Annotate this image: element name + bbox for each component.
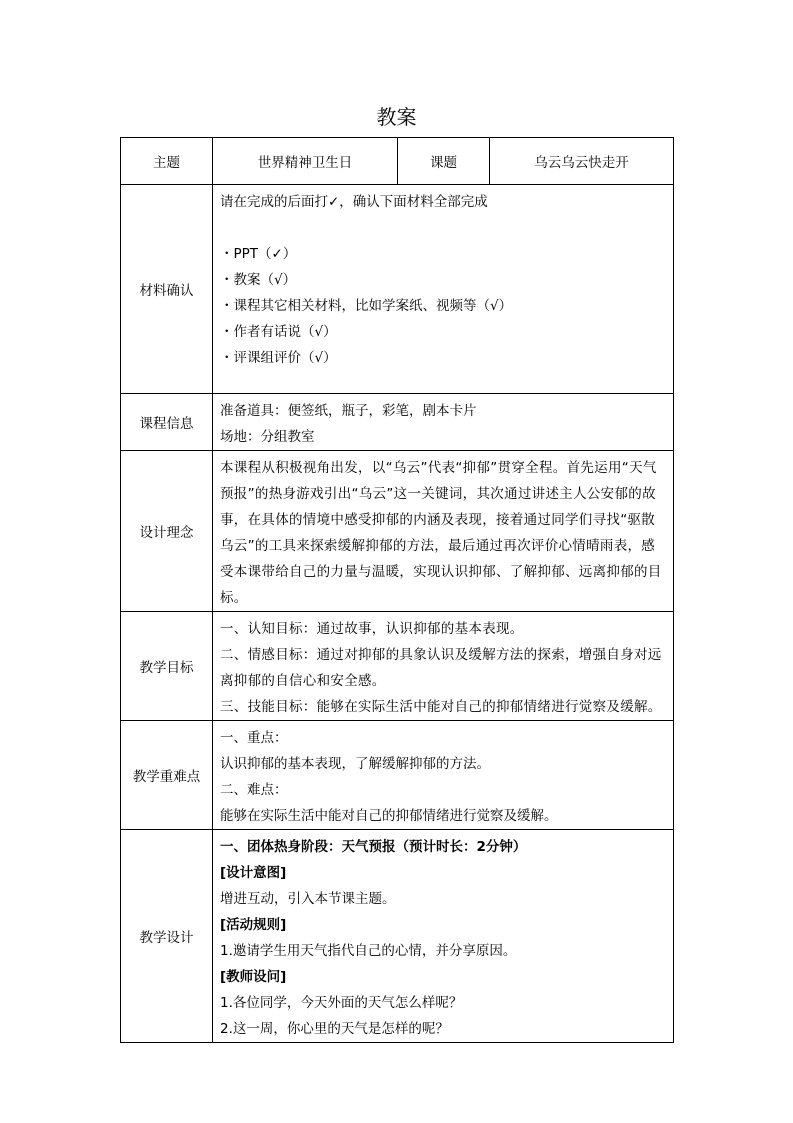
focus-heading: 一、重点： [220, 730, 288, 746]
teaching-design-content [213, 830, 674, 1043]
materials-item-plan: ・教案（√） [220, 272, 297, 288]
topic-label: 主题 [121, 138, 213, 185]
rules-text: 1.邀请学生用天气指代自己的心情，并分享原因。 [220, 943, 517, 959]
topic-value: 世界精神卫生日 [213, 138, 398, 185]
questions-heading: [教师设问] [220, 969, 287, 985]
materials-label: 材料确认 [121, 185, 213, 394]
question-1: 1.各位同学，今天外面的天气怎么样呢？ [220, 995, 463, 1011]
difficulty-text: 能够在实际生活中能对自己的抑郁情绪进行觉察及缓解。 [220, 808, 558, 824]
objective-skill: 三、技能目标：能够在实际生活中能对自己的抑郁情绪进行觉察及缓解。 [220, 699, 662, 715]
course-info-label: 课程信息 [121, 394, 213, 451]
materials-intro: 请在完成的后面打✓，确认下面材料全部完成 [220, 194, 488, 210]
materials-row [121, 185, 674, 394]
objectives-content [213, 612, 674, 721]
course-info-content [213, 394, 674, 451]
document-title: 教案 [376, 105, 417, 129]
design-concept-content [213, 451, 674, 612]
design-concept-row [121, 451, 674, 612]
lesson-value: 乌云乌云快走开 [490, 138, 674, 185]
teaching-design-label: 教学设计 [121, 830, 213, 1043]
intent-heading: [设计意图] [220, 865, 287, 881]
course-info-props: 准备道具：便签纸，瓶子，彩笔，剧本卡片 [220, 403, 477, 419]
objective-emotional: 二、情感目标：通过对抑郁的具象认识及缓解方法的探索，增强自身对远离抑郁的自信心和安全感。 [220, 647, 662, 689]
key-points-label: 教学重难点 [121, 721, 213, 830]
stage-title: 一、团体热身阶段：天气预报（预计时长：2分钟） [220, 839, 527, 855]
header-row [121, 138, 674, 185]
design-concept-text: 本课程从积极视角出发，以“乌云”代表“抑郁”贯穿全程。首先运用“天气预报”的热身游戏引出“乌云”这一关键词，其次通过讲述主人公安郁的故事，在具体的情境中感受抑郁的内涵及表现，接着通过同学们寻找“驱散乌云”的工具来探索缓解抑郁的方法，最后通过再次评价心情晴雨表，感受本课带给自己的力量与温暖，实现认识抑郁、了解抑郁、远离抑郁的目标。 [220, 460, 662, 606]
course-info-row [121, 394, 674, 451]
materials-item-review: ・评课组评价（√） [220, 350, 337, 366]
lesson-label: 课题 [398, 138, 490, 185]
key-points-content [213, 721, 674, 830]
objectives-label: 教学目标 [121, 612, 213, 721]
design-concept-label: 设计理念 [121, 451, 213, 612]
intent-text: 增进互动，引入本节课主题。 [220, 891, 396, 907]
materials-item-other: ・课程其它相关材料，比如学案纸、视频等（√） [220, 298, 513, 314]
materials-item-author-notes: ・作者有话说（√） [220, 324, 337, 340]
difficulty-heading: 二、难点： [220, 782, 288, 798]
course-info-venue: 场地：分组教室 [220, 429, 315, 445]
focus-text: 认识抑郁的基本表现，了解缓解抑郁的方法。 [220, 756, 490, 772]
objective-cognitive: 一、认知目标：通过故事，认识抑郁的基本表现。 [220, 621, 524, 637]
materials-item-ppt: ・PPT（✓） [220, 246, 297, 262]
lesson-plan-table [120, 137, 674, 1043]
materials-content [213, 185, 674, 394]
materials-spacer [220, 215, 667, 241]
teaching-design-row [121, 830, 674, 1043]
rules-heading: [活动规则] [220, 917, 287, 933]
objectives-row [121, 612, 674, 721]
key-points-row [121, 721, 674, 830]
question-2: 2.这一周，你心里的天气是怎样的呢？ [220, 1021, 449, 1037]
